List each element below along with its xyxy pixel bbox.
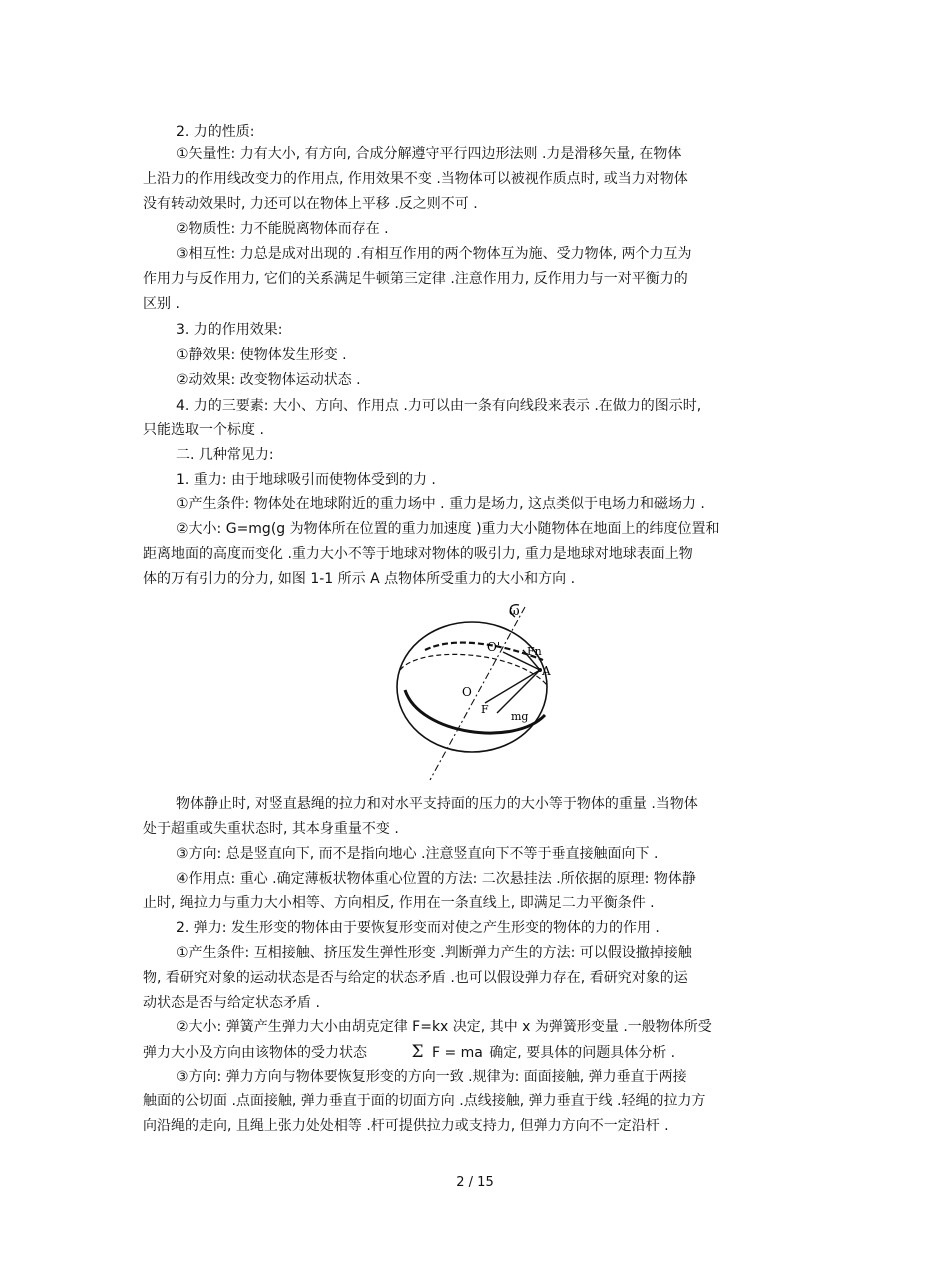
paragraph-line: 物, 看研究对象的运动状态是否与给定的状态矛盾 .也可以假设弹力存在, 看研究对象的运 (143, 970, 688, 986)
rotation-axis (430, 607, 525, 780)
paragraph-line (143, 1043, 675, 1062)
paragraph-line: 没有转动效果时, 力还可以在物体上平移 .反之则不可 . (143, 196, 478, 212)
sigma-symbol: Σ (411, 1042, 424, 1062)
paragraph-line: 物体静止时, 对竖直悬绳的拉力和对水平支持面的压力的大小等于物体的重量 .当物体 (176, 796, 698, 812)
paragraph-line: ②物质性: 力不能脱离物体而存在 . (176, 221, 389, 237)
earth-gravity-figure (395, 595, 570, 785)
o-label: O (462, 685, 472, 699)
paragraph-line: 动状态是否与给定状态矛盾 . (143, 995, 320, 1011)
paragraph-line: 处于超重或失重状态时, 其本身重量不变 . (143, 821, 399, 837)
a-label: A (542, 664, 551, 678)
f-label: F (481, 703, 489, 716)
text-segment: 弹力大小及方向由该物体的受力状态 (143, 1045, 367, 1061)
paragraph-line: 上沿力的作用线改变力的作用点, 作用效果不变 .当物体可以被视作质点时, 或当力对物体 (143, 171, 688, 187)
paragraph-line: ①产生条件: 物体处在地球附近的重力场中 . 重力是场力, 这点类似于电场力和磁场力 . (176, 496, 705, 512)
paragraph-line: 止时, 绳拉力与重力大小相等、方向相反, 作用在一条直线上, 即满足二力平衡条件 . (143, 895, 655, 911)
heading-force-properties: 2. 力的性质: (176, 124, 255, 140)
paragraph-line: ④作用点: 重心 .确定薄板状物体重心位置的方法: 二次悬挂法 .所依据的原理: 物体静 (176, 871, 696, 887)
paragraph-line: ③方向: 弹力方向与物体要恢复形变的方向一致 .规律为: 面面接触, 弹力垂直于两接 (176, 1069, 687, 1085)
equator-back (400, 654, 547, 685)
paragraph-line: 作用力与反作用力, 它们的关系满足牛顿第三定律 .注意作用力, 反作用力与一对平衡力的 (143, 271, 688, 287)
paragraph-line: 距离地面的高度而变化 .重力大小不等于地球对物体的吸引力, 重力是地球对地球表面上物 (143, 546, 693, 562)
latitude-circle (425, 643, 543, 660)
formula-f-ma: F = ma (431, 1045, 483, 1061)
paragraph-line: ②大小: G=mg(g 为物体所在位置的重力加速度 )重力大小随物体在地面上的纬度位置和 (176, 521, 720, 537)
page-number: 2 / 15 (456, 1175, 494, 1190)
paragraph-line: 只能选取一个标度 . (143, 422, 264, 438)
paragraph-line: 向沿绳的走向, 且绳上张力处处相等 .杆可提供拉力或支持力, 但弹力方向不一定沿杆 . (143, 1118, 669, 1134)
fn-label: Fn (527, 645, 542, 658)
heading-elastic-force: 2. 弹力: 发生形变的物体由于要恢复形变而对使之产生形变的物体的力的作用 . (176, 920, 660, 936)
paragraph-line: ①产生条件: 互相接触、挤压发生弹性形变 .判断弹力产生的方法: 可以假设撤掉接触 (176, 945, 692, 961)
text-segment: 确定, 要具体的问题具体分析 . (489, 1045, 676, 1061)
o-prime-label: O' (487, 640, 501, 654)
heading-common-forces: 二. 几种常见力: (176, 447, 274, 463)
heading-force-effects: 3. 力的作用效果: (176, 322, 283, 338)
paragraph-line: ①矢量性: 力有大小, 有方向, 合成分解遵守平行四边形法则 .力是滑移矢量, 在物体 (176, 146, 682, 162)
paragraph-line: 体的万有引力的分力, 如图 1-1 所示 A 点物体所受重力的大小和方向 . (143, 571, 576, 587)
paragraph-line: ①静效果: 使物体发生形变 . (176, 347, 347, 363)
paragraph-line: ③相互性: 力总是成对出现的 .有相互作用的两个物体互为施、受力物体, 两个力互为 (176, 246, 692, 262)
paragraph-line: ③方向: 总是竖直向下, 而不是指向地心 .注意竖直向下不等于垂直接触面向下 . (176, 846, 659, 862)
omega-label: ω (509, 604, 520, 619)
paragraph-line: ②动效果: 改变物体运动状态 . (176, 372, 361, 388)
mg-label: mg (511, 710, 529, 723)
paragraph-line: ②大小: 弹簧产生弹力大小由胡克定律 F=kx 决定, 其中 x 为弹簧形变量 .一般物体所受 (176, 1019, 712, 1035)
paragraph-line: 触面的公切面 .点面接触, 弹力垂直于面的切面方向 .点线接触, 弹力垂直于线 .轻绳的拉力方 (143, 1093, 706, 1109)
paragraph-line: 区别 . (143, 296, 180, 312)
paragraph-line: 4. 力的三要素: 大小、方向、作用点 .力可以由一条有向线段来表示 .在做力的图示时, (176, 398, 702, 414)
heading-gravity: 1. 重力: 由于地球吸引而使物体受到的力 . (176, 472, 436, 488)
